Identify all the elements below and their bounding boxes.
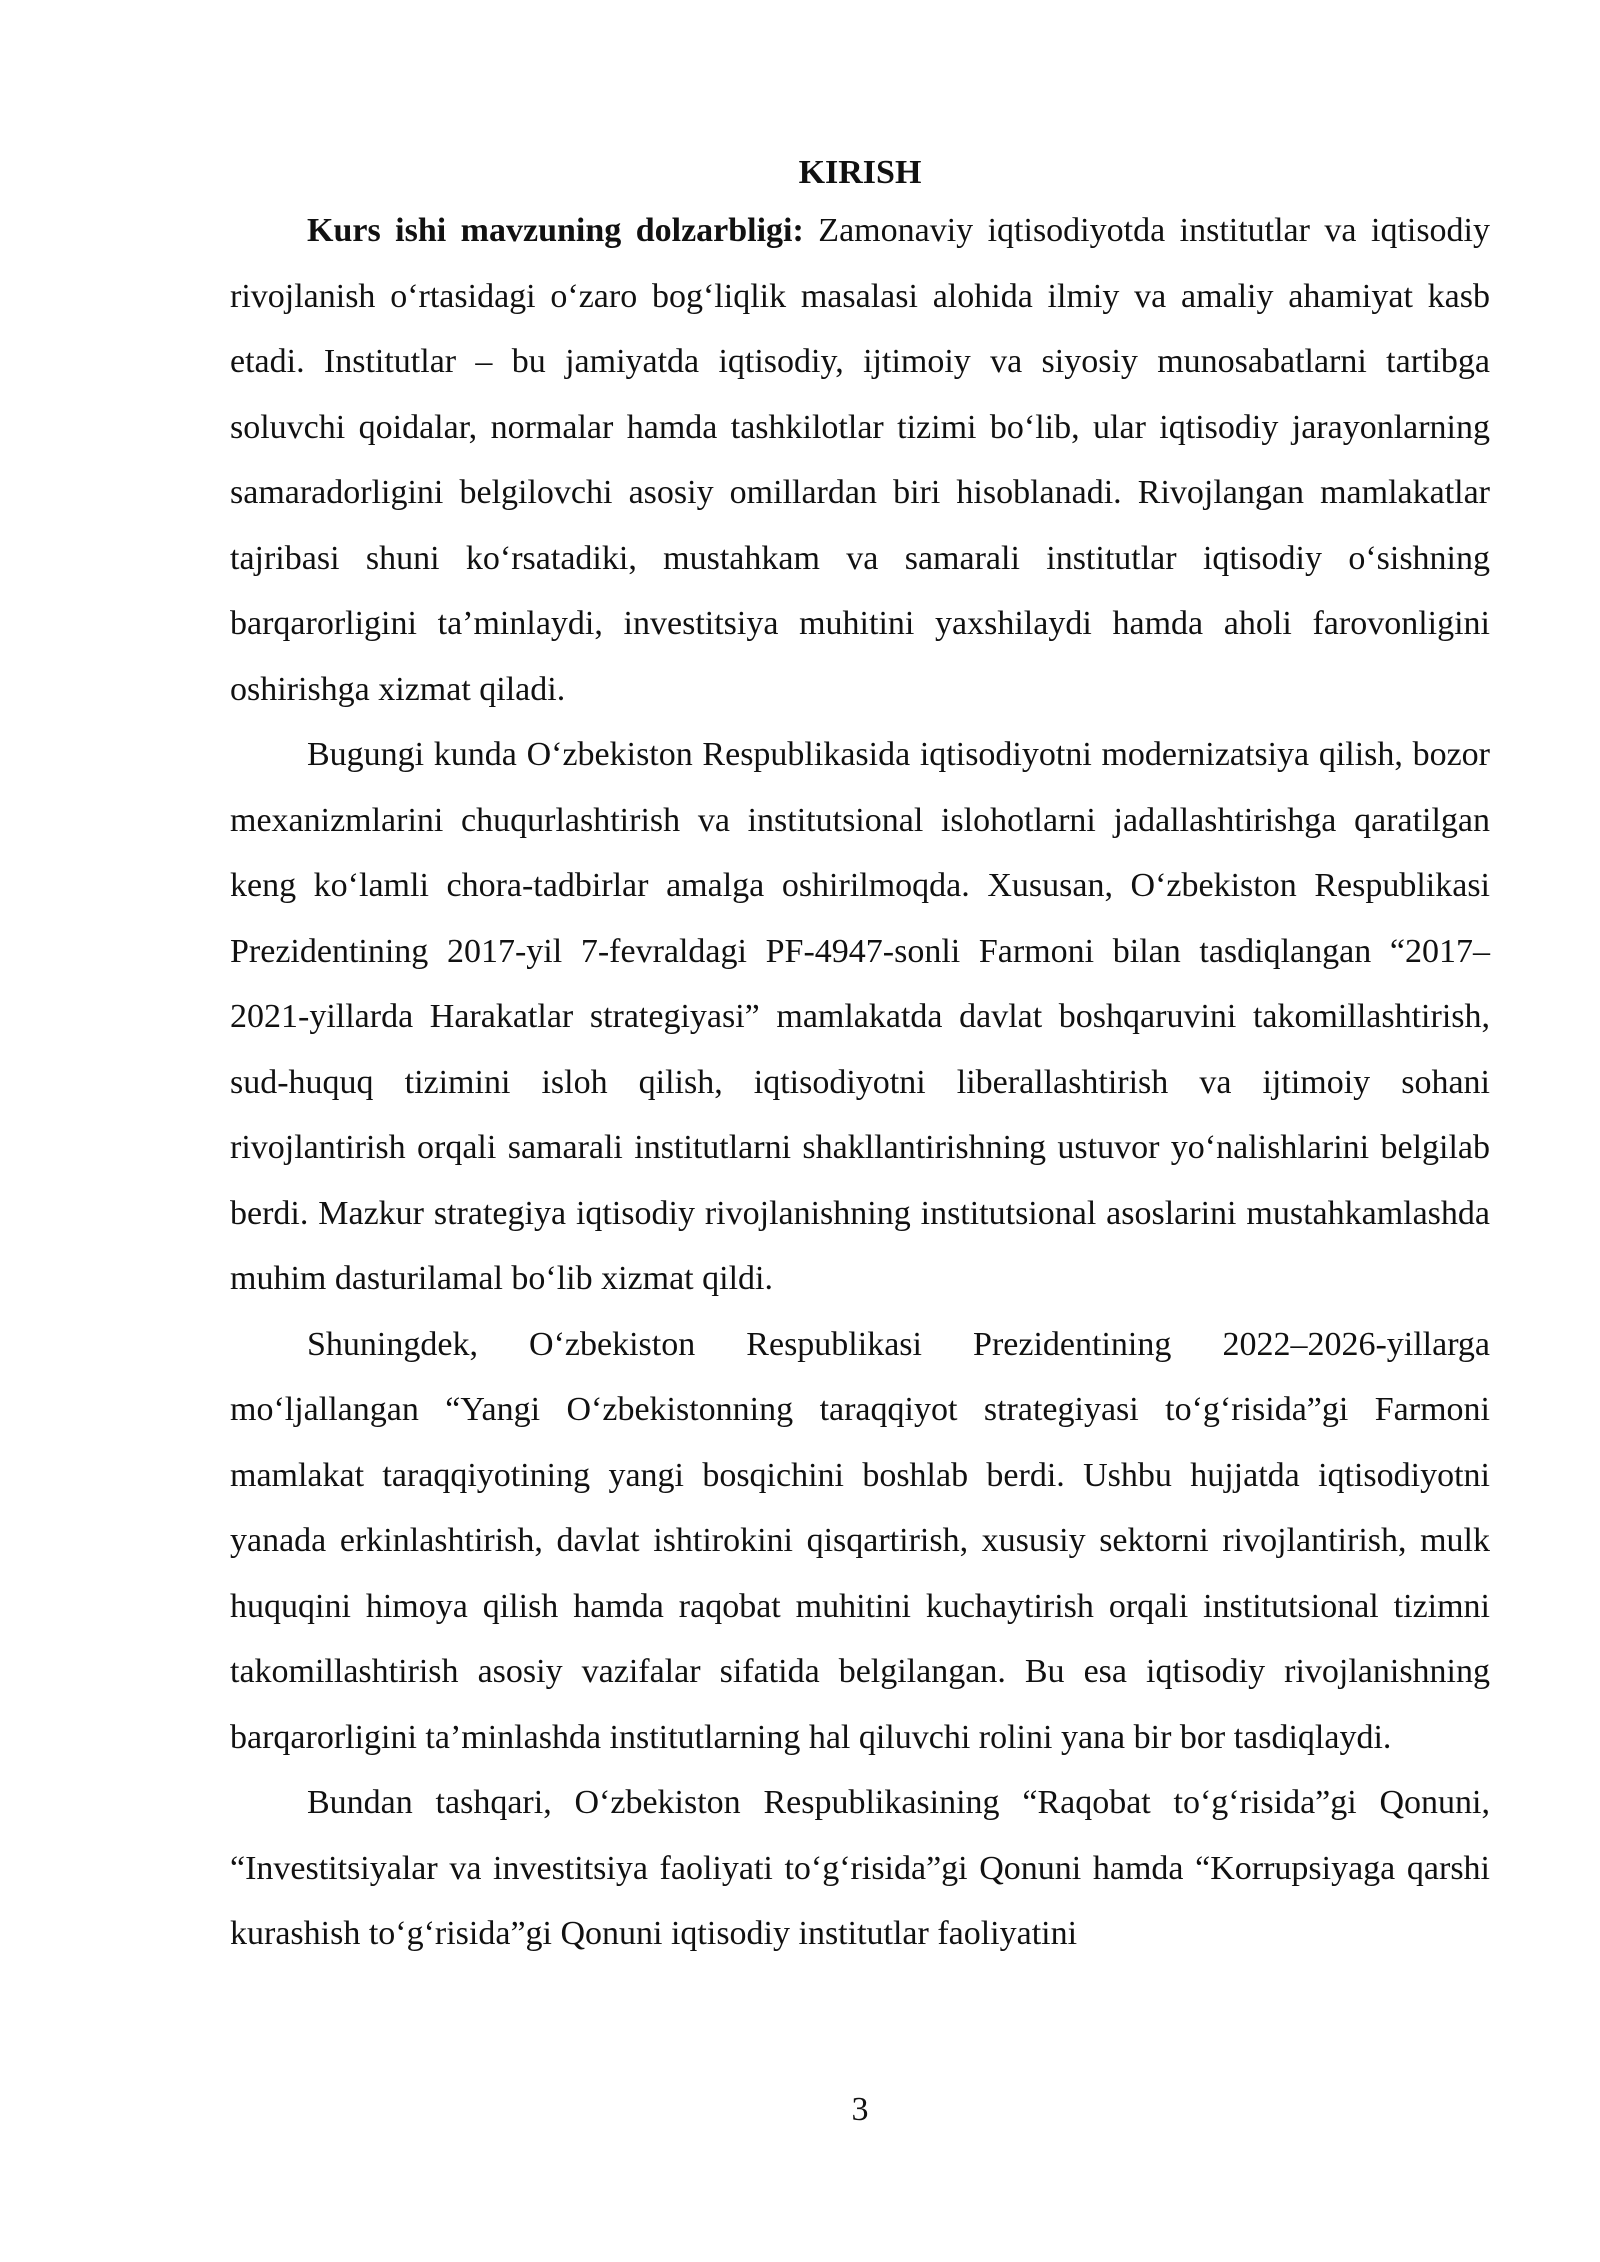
paragraph-modernization <box>230 722 1490 1312</box>
paragraph-text: Zamonaviy iqtisodiyotda institutlar va iqtisodiy rivojlanish o‘rtasidagi o‘zaro bog‘liqlik masalasi alohida ilmiy va amaliy ahamiyat kasb etadi. Institutlar – bu jamiyatda iqtisodiy, ijtimoiy va siyosiy munosabatlarni tartibga soluvchi qoidalar, normalar hamda tashkilotlar tizimi bo‘lib, ular iqtisodiy jarayonlarning samaradorligini belgilovchi asosiy omillardan biri hisoblanadi. Rivojlangan mamlakatlar tajribasi shuni ko‘rsatadiki, mustahkam va samarali institutlar iqtisodiy o‘sishning barqarorligini ta’minlaydi, investitsiya muhitini yaxshilaydi hamda aholi farovonligini oshirishga xizmat qiladi. <box>230 212 1491 708</box>
paragraph-text: Bundan tashqari, O‘zbekiston Respublikasining “Raqobat to‘g‘risida”gi Qonuni, “Investitsiyalar va investitsiya faoliyati to‘g‘risida”gi Qonuni hamda “Korrupsiyaga qarshi kurashish to‘g‘risida”gi Qonuni iqtisodiy institutlar faoliyatini <box>230 1784 1490 1952</box>
paragraph-laws <box>230 1770 1490 1967</box>
paragraph-relevance <box>230 198 1490 722</box>
paragraph-text: Bugungi kunda O‘zbekiston Respublikasida iqtisodiyotni modernizatsiya qilish, bozor mexanizmlarini chuqurlashtirish va institutsional islohotlarni jadallashtirishga qaratilgan keng ko‘lamli chora-tadbirlar amalga oshirilmoqda. Xususan, O‘zbekiston Respublikasi Prezidentining 2017-yil 7-fevraldagi PF-4947-sonli Farmoni bilan tasdiqlangan “2017–2021-yillarda Harakatlar strategiyasi” mamlakatda davlat boshqaruvini takomillashtirish, sud-huquq tizimini isloh qilish, iqtisodiyotni liberallashtirish va ijtimoiy sohani rivojlantirish orqali samarali institutlarni shakllantirishning ustuvor yo‘nalishlarini belgilab berdi. Mazkur strategiya iqtisodiy rivojlanishning institutsional asoslarini mustahkamlashda muhim dasturilamal bo‘lib xizmat qildi. <box>230 736 1490 1297</box>
paragraph-text: Shuningdek, O‘zbekiston Respublikasi Prezidentining 2022–2026-yillarga mo‘ljallangan “Yangi O‘zbekistonning taraqqiyot strategiyasi to‘g‘risida”gi Farmoni mamlakat taraqqiyotining yangi bosqichini boshlab berdi. Ushbu hujjatda iqtisodiyotni yanada erkinlashtirish, davlat ishtirokini qisqartirish, xususiy sektorni rivojlantirish, mulk huquqini himoya qilish hamda raqobat muhitini kuchaytirish orqali institutsional tizimni takomillashtirish asosiy vazifalar sifatida belgilangan. Bu esa iqtisodiy rivojlanishning barqarorligini ta’minlashda institutlarning hal qiluvchi rolini yana bir bor tasdiqlaydi. <box>230 1325 1490 1756</box>
page-number: 3 <box>851 2091 869 2128</box>
paragraph-lead: Kurs ishi mavzuning dolzarbligi: <box>307 212 804 249</box>
section-title: KIRISH <box>798 154 922 191</box>
paragraph-strategy <box>230 1312 1490 1771</box>
document-page <box>230 150 1490 1967</box>
